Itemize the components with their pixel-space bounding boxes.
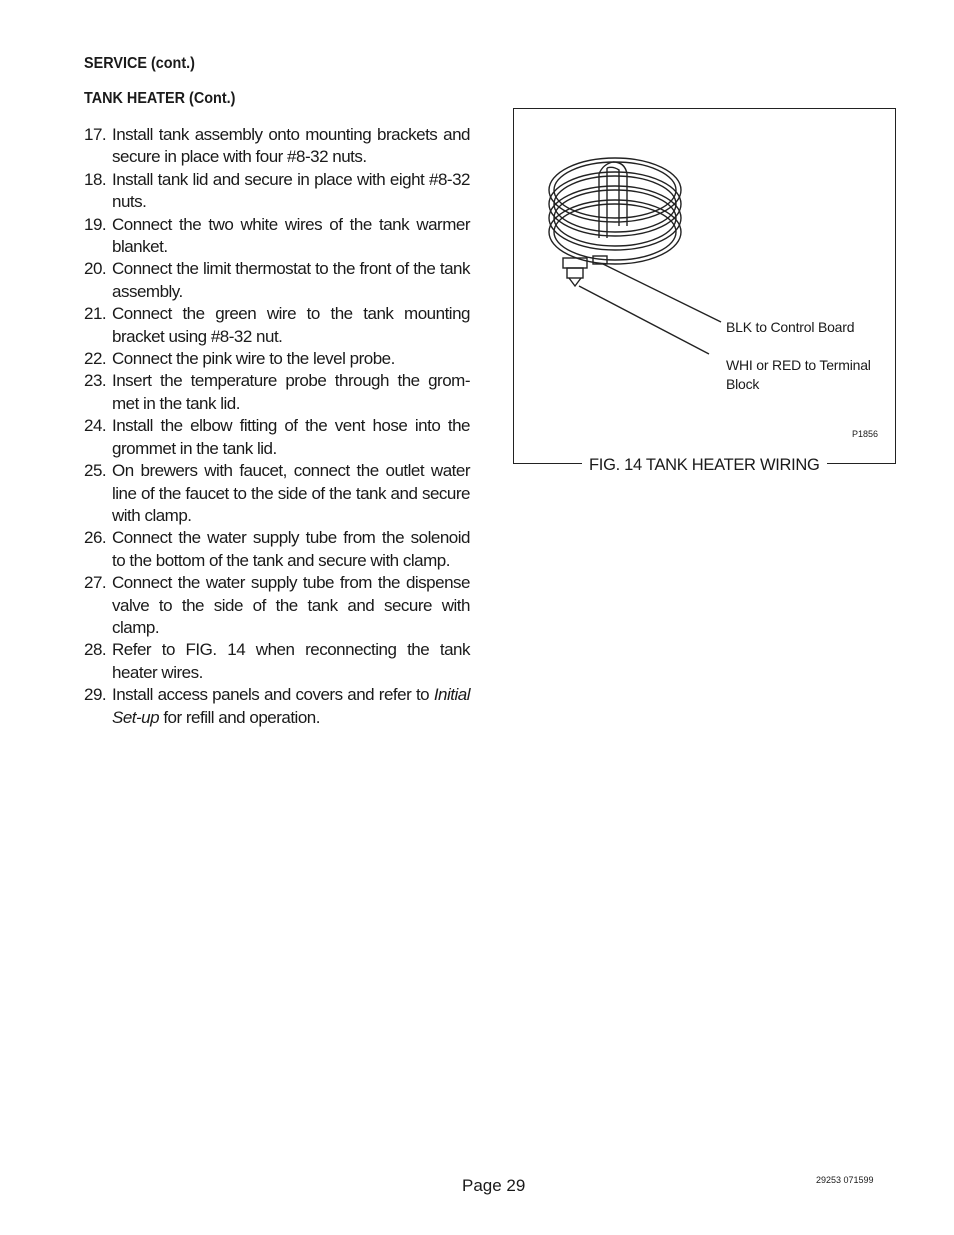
step-number: 26. xyxy=(84,528,107,548)
step-text: Install the elbow fitting of the vent hose into the grommet in the tank lid. xyxy=(112,416,470,458)
step-text: Install tank assembly onto mounting brackets and secure in place with four #8-32 nuts. xyxy=(112,125,470,167)
step-number: 23. xyxy=(84,371,107,391)
step-text: Install access panels and covers and refer to xyxy=(112,685,434,705)
document-code: 29253 071599 xyxy=(816,1175,874,1185)
step-number: 24. xyxy=(84,416,107,436)
step-23 xyxy=(84,370,470,415)
step-number: 21. xyxy=(84,304,107,324)
figure-code: P1856 xyxy=(852,429,879,439)
step-number: 22. xyxy=(84,349,107,369)
subsection-heading: TANK HEATER (Cont.) xyxy=(84,90,236,107)
step-number: 25. xyxy=(84,461,107,481)
step-text: Connect the two white wires of the tank warmer blanket. xyxy=(112,214,470,257)
step-text: Connect the pink wire to the level probe. xyxy=(112,349,395,369)
step-text-italic: Initial Set-up xyxy=(112,685,470,727)
step-20 xyxy=(84,258,470,303)
step-number: 27. xyxy=(84,573,107,593)
step-text: Insert the temperature probe through the grom- met in the tank lid. xyxy=(112,371,470,413)
tank-heater-coil-illustration xyxy=(513,108,896,464)
section-heading: SERVICE (cont.) xyxy=(84,55,195,72)
step-number: 20. xyxy=(84,259,107,279)
step-19 xyxy=(84,214,470,259)
step-29 xyxy=(84,684,470,729)
step-number: 29. xyxy=(84,685,107,705)
step-number: 19. xyxy=(84,214,107,234)
step-21 xyxy=(84,303,470,348)
wire-label-blk: BLK to Control Board xyxy=(726,319,855,335)
step-24 xyxy=(84,415,470,460)
step-27 xyxy=(84,572,470,639)
step-text: Connect the limit thermostat to the front of the tank assembly. xyxy=(112,259,470,301)
wire-label-whi: WHI or RED to Terminal Block xyxy=(726,357,871,392)
page-number: Page 29 xyxy=(462,1176,526,1195)
step-number: 17. xyxy=(84,125,107,144)
step-text: for refill and operation. xyxy=(159,707,320,727)
step-text: Connect the green wire to the tank mounting bracket using #8-32 nut. xyxy=(112,304,470,346)
step-28 xyxy=(84,639,470,684)
step-number: 28. xyxy=(84,640,107,660)
step-18 xyxy=(84,169,470,214)
step-25 xyxy=(84,460,470,527)
instruction-list xyxy=(84,124,470,729)
step-text: Refer to FIG. 14 when reconnecting the tank heater wires. xyxy=(112,640,470,682)
figure-caption: FIG. 14 TANK HEATER WIRING xyxy=(582,456,827,475)
step-26 xyxy=(84,527,470,572)
step-text: On brewers with faucet, connect the outlet water line of the faucet to the side of the tank and secure with clamp. xyxy=(112,461,470,525)
step-17 xyxy=(84,124,470,169)
step-text: Connect the water supply tube from the dispense valve to the side of the tank and secure with clamp. xyxy=(112,573,470,637)
step-text: Connect the water supply tube from the solenoid to the bottom of the tank and secure with clamp. xyxy=(112,528,470,570)
step-number: 18. xyxy=(84,169,107,189)
step-22 xyxy=(84,348,470,370)
step-text: Install tank lid and secure in place with eight #8-32 nuts. xyxy=(112,169,470,212)
